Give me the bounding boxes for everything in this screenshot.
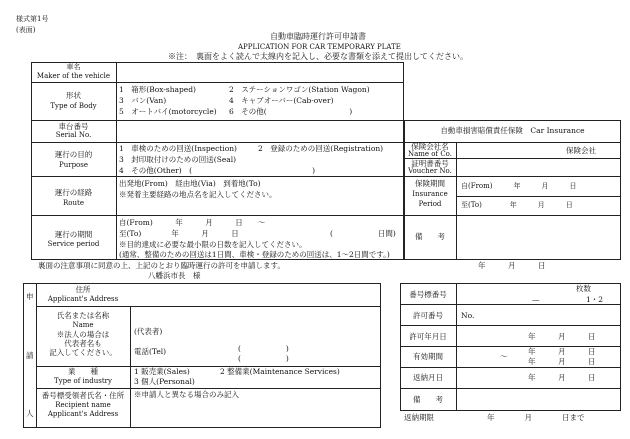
permit-date-label: 許可年月日: [409, 332, 447, 341]
maker-label-en: Maker of the vehicle: [36, 72, 111, 80]
period-label-en: Service period: [47, 240, 100, 248]
body-option-6[interactable]: 6 その他( ): [229, 107, 353, 116]
name-note-3: 記入してください。: [49, 348, 117, 357]
return-deadline-label: 返納期限: [404, 413, 434, 422]
period-note-1: ※目的達成に必要な最小限の日数を記入してください。: [119, 240, 307, 249]
body-option-1[interactable]: 1 箱形(Box-shaped): [119, 85, 196, 94]
purpose-option-3[interactable]: 3 封印取付けのための回送(Seal): [119, 155, 237, 164]
period-days[interactable]: ( 日間): [330, 229, 396, 238]
name-note-2: 代表者名も: [64, 339, 102, 348]
insurance-period-label: 保険期間: [415, 179, 445, 188]
body-option-3[interactable]: 3 バン(Van): [119, 96, 167, 105]
recipient-label: 番号標受領者氏名・住所: [41, 391, 125, 400]
period-label: 運行の期間: [54, 230, 93, 239]
valid-from[interactable]: 年 月 日: [528, 347, 596, 356]
return-date-label: 返納月日: [413, 373, 443, 382]
serial-input[interactable]: [118, 122, 402, 141]
body-option-5[interactable]: 5 オートバイ(motorcycle): [119, 107, 217, 116]
side-char-2: 請: [26, 351, 34, 360]
title-en: APPLICATION FOR CAR TEMPORARY PLATE: [238, 43, 401, 51]
industry-option-2[interactable]: 2 整備業(Maintenance Services): [220, 367, 340, 376]
body-label-en: Type of Body: [50, 102, 97, 110]
insurance-voucher-label: 証明書番号: [411, 159, 449, 168]
body-option-2[interactable]: 2 ステーションワゴン(Station Wagon): [229, 85, 370, 94]
industry-label: 業 種: [68, 367, 98, 376]
valid-to[interactable]: 年 月 日: [528, 357, 596, 366]
permit-label: 許可番号: [413, 311, 443, 320]
name-label: 氏名または名称: [56, 311, 110, 320]
office-remarks-label: 備 考: [413, 395, 443, 404]
instruction-note: ※注： 裏面をよく読んで太線内を記入し、必要な書類を添えて提出してください。: [168, 52, 468, 61]
valid-tilde: 〜: [500, 352, 508, 361]
plate-numbers: 1・2: [586, 295, 604, 304]
return-deadline-value[interactable]: 年 月 日まで: [487, 413, 585, 422]
plate-count-label: 枚数: [576, 284, 591, 293]
addressee: 八幡浜市長 様: [148, 271, 201, 280]
recipient-note: ※申請人と異なる場合のみ記入: [134, 390, 239, 399]
period-note-2: (通常、整備のための回送は1日間、車検・登録のための回送は、1〜2日間です。): [119, 250, 390, 259]
tel-field-2[interactable]: ( ): [238, 354, 289, 363]
tel-label: 電話(Tel): [134, 347, 167, 356]
plate-dash: —: [532, 295, 540, 304]
insurance-voucher-input[interactable]: [458, 160, 618, 174]
insurance-company-label: 保険会社名: [411, 142, 449, 151]
vehicle-label-divider: [116, 62, 117, 260]
purpose-option-1[interactable]: 1 車検のための回送(Inspection): [119, 144, 237, 153]
insurance-company-suffix: 保険会社: [566, 146, 596, 155]
industry-label-en: Type of industry: [54, 377, 112, 385]
insurance-period-from[interactable]: 自(From) 年 月 日: [461, 182, 577, 190]
period-from[interactable]: 自(From) 年 月 日 〜: [119, 218, 266, 227]
insurance-period-to[interactable]: 至(To) 年 月 日: [461, 201, 573, 209]
period-to[interactable]: 至(To) 年 月 日: [119, 229, 239, 238]
insurance-period-label-en-2: Period: [418, 200, 442, 208]
tel-field-1[interactable]: ( ): [238, 344, 289, 353]
serial-label-en: Serial No.: [55, 131, 92, 139]
permit-date-value[interactable]: 年 月 日: [528, 332, 596, 341]
insurance-voucher-label-en: Voucher No.: [408, 167, 452, 175]
purpose-label: 運行の目的: [54, 150, 93, 159]
plate-label: 番号標番号: [409, 290, 447, 299]
industry-option-3[interactable]: 3 個人(Personal): [134, 377, 195, 386]
route-label: 運行の経路: [54, 188, 93, 197]
body-option-4[interactable]: 4 キャブオーバー(Cab-over): [229, 96, 334, 105]
name-label-en: Name: [72, 321, 94, 329]
maker-label: 車名: [66, 63, 81, 71]
insurance-company-label-en: Name of Co.: [407, 150, 452, 158]
agreement-text: 裏面の注意事項に同意の上、上記のとおり臨時運行の許可を申請します。: [38, 261, 285, 270]
title-jp: 自動車臨時運行許可申請書: [270, 32, 366, 41]
side-label: (表面): [16, 26, 36, 34]
industry-option-1[interactable]: 1 販売業(Sales): [134, 367, 190, 376]
form-number: 様式第1号: [16, 15, 49, 23]
purpose-option-2[interactable]: 2 登録のための回送(Registration): [258, 144, 384, 153]
address-label: 住所: [75, 285, 91, 294]
serial-label: 車台番号: [58, 122, 89, 131]
return-date-value[interactable]: 年 月 日: [528, 373, 596, 382]
purpose-label-en: Purpose: [59, 161, 88, 169]
representative-label: (代表者): [134, 327, 163, 336]
insurance-remarks-label: 備 考: [415, 232, 445, 241]
route-fields[interactable]: 出発地(From) 経由地(Via) 到着地(To): [119, 179, 261, 188]
address-input[interactable]: [132, 286, 378, 304]
maker-input[interactable]: [118, 64, 402, 81]
valid-period-label: 有効期間: [413, 352, 443, 361]
route-note: ※発着主要経路の地点名を記入してください。: [119, 190, 277, 199]
body-label: 形状: [66, 91, 81, 100]
purpose-option-4[interactable]: 4 その他(Other) ( ): [119, 166, 315, 175]
insurance-heading: 自動車損害賠償責任保険 Car Insurance: [440, 126, 585, 135]
recipient-label-en-1: Recipient name: [55, 401, 111, 409]
recipient-label-en-2: Applicant's Address: [47, 410, 119, 418]
agreement-date[interactable]: 年 月 日: [478, 261, 546, 270]
address-label-en: Applicant's Address: [47, 295, 119, 303]
insurance-period-label-en-1: Insurance: [412, 190, 448, 198]
name-note-1: ※法人の場合は: [56, 330, 110, 339]
side-char-3: 人: [26, 409, 34, 418]
permit-number[interactable]: No.: [461, 311, 475, 320]
side-char-1: 申: [26, 292, 34, 301]
route-label-en: Route: [63, 199, 84, 207]
